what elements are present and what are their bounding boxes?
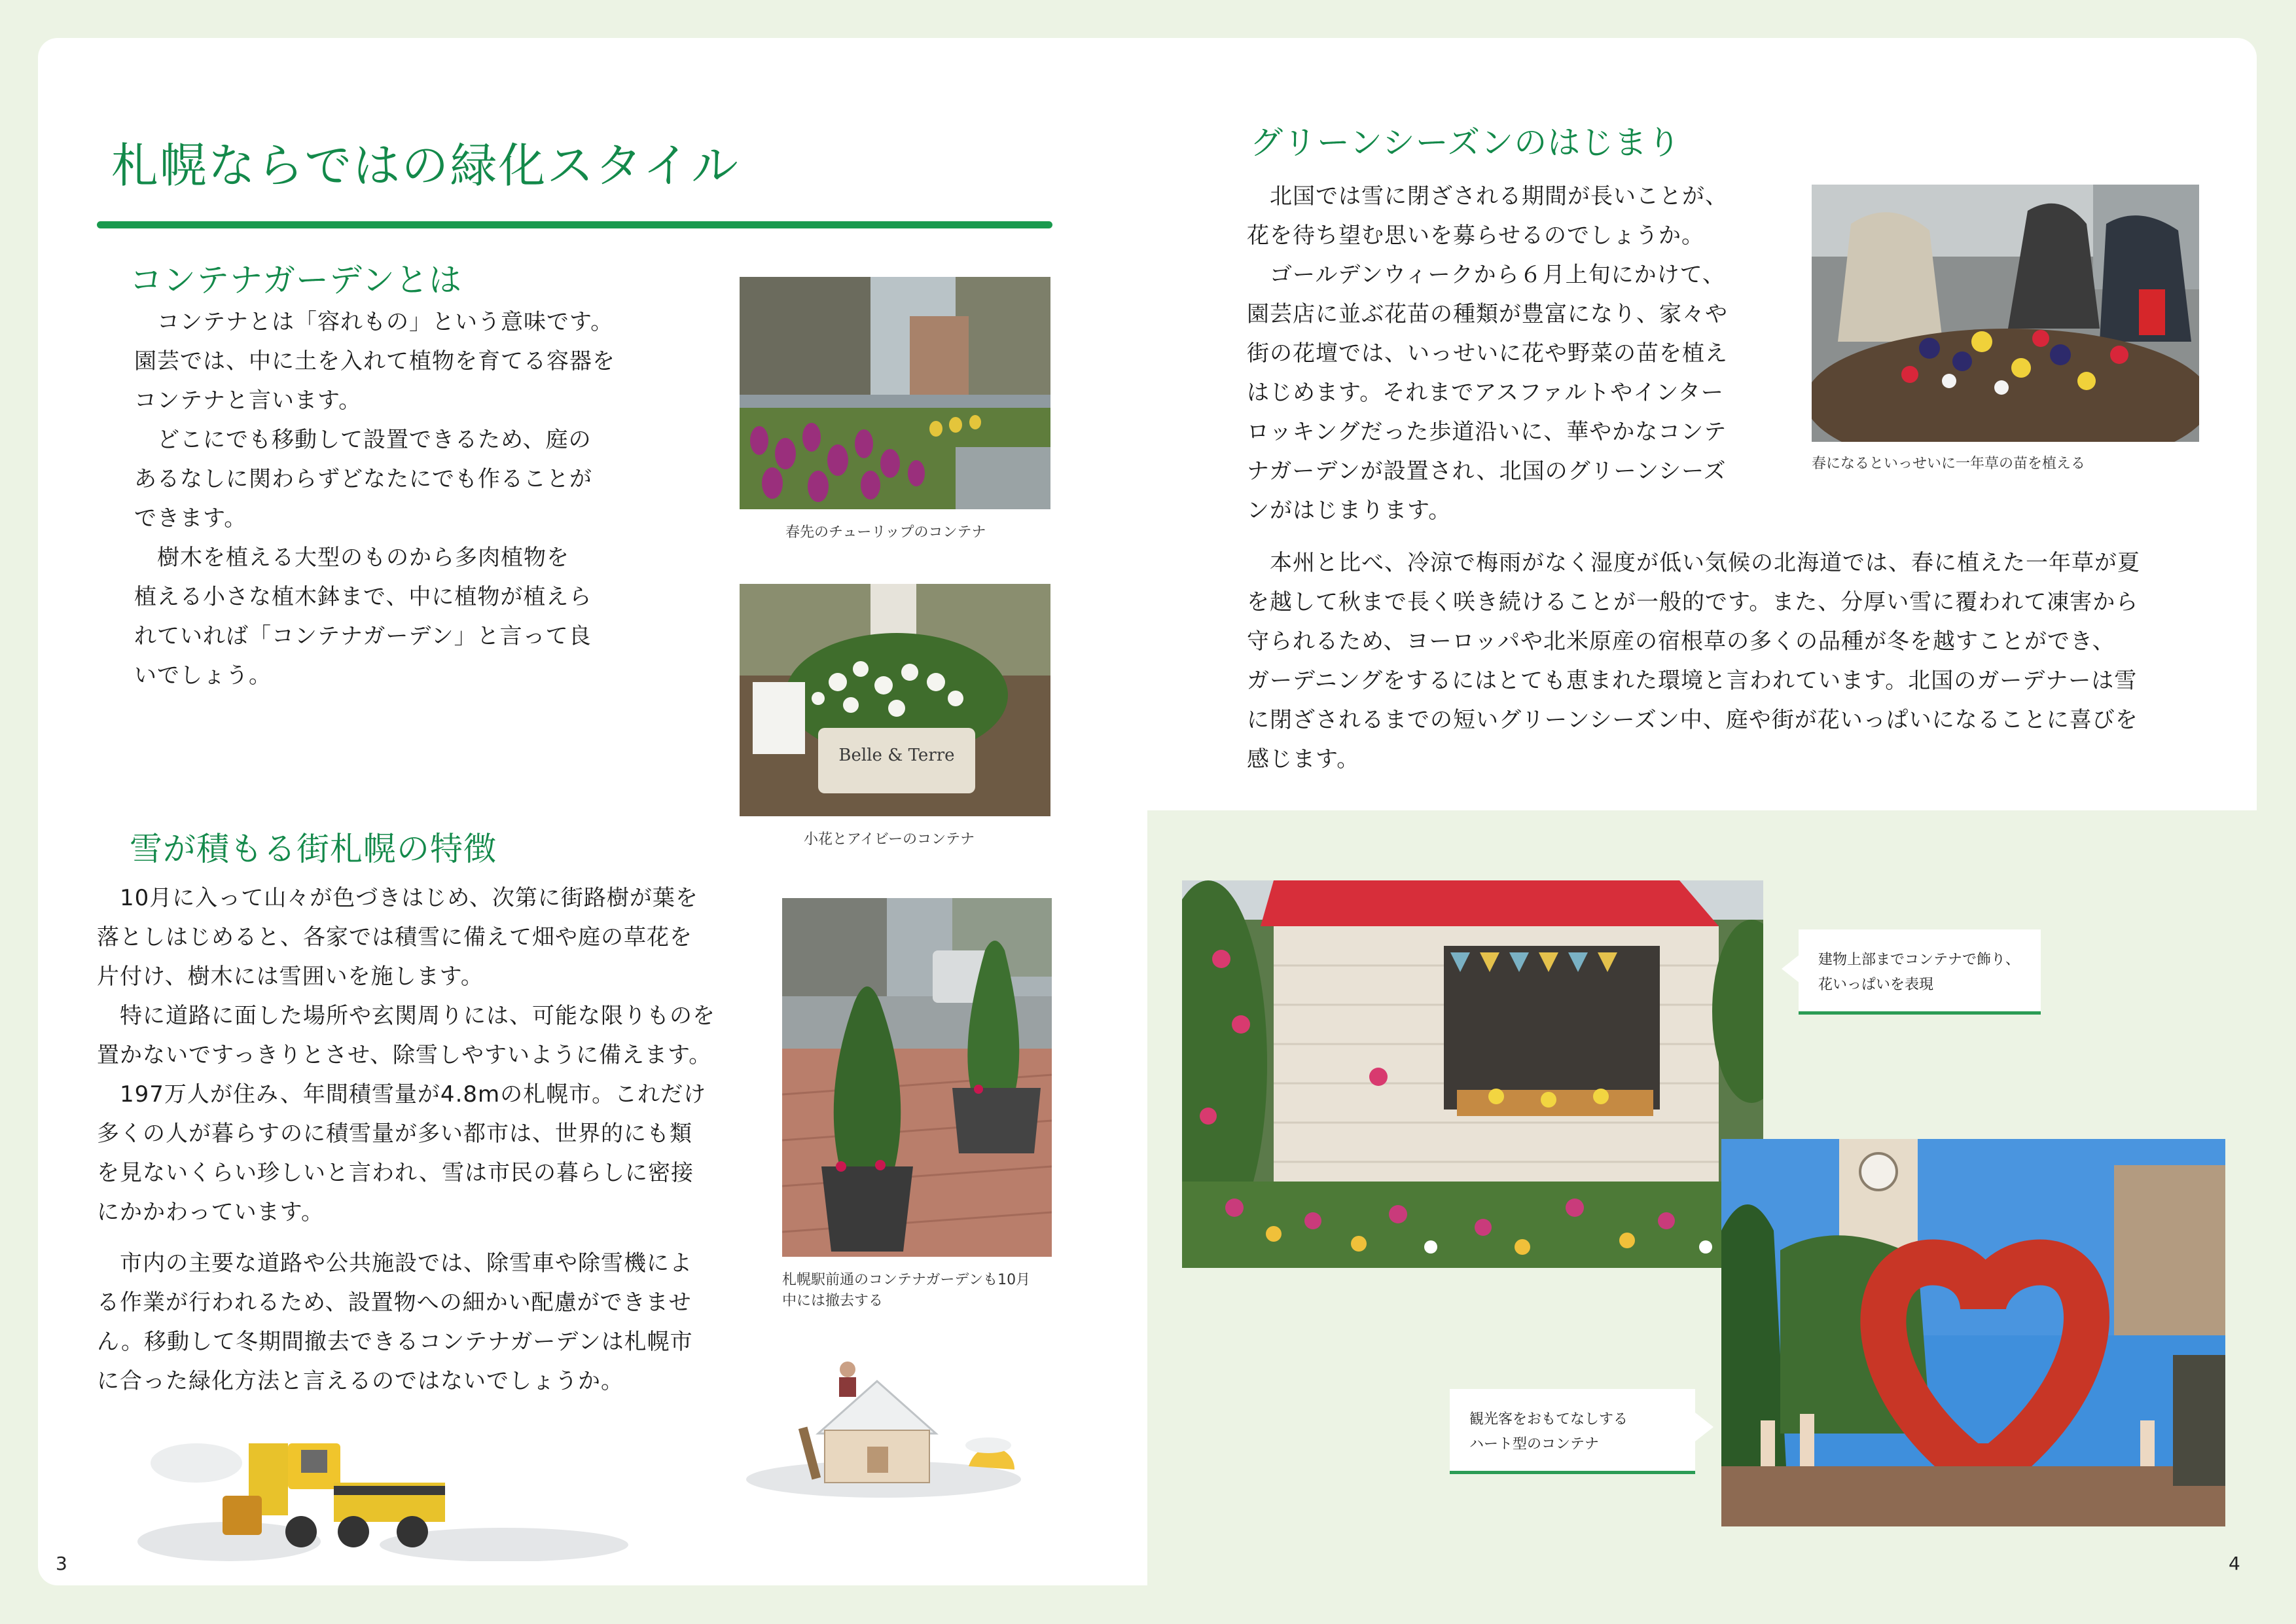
caption-line: 中には撤去する: [782, 1293, 884, 1309]
green-season-body-narrow: [1247, 177, 1797, 530]
text-line: 園芸店に並ぶ花苗の種類が豊富になり、家々や: [1247, 301, 1728, 327]
section1-body: [134, 302, 658, 695]
text-line: はじめます。それまでアスファルトやインター: [1247, 380, 1724, 406]
text-line: 街の花壇では、いっせいに花や野菜の苗を植え: [1247, 340, 1728, 367]
text-line: 植える小さな植木鉢まで、中に植物が植えら: [134, 584, 592, 610]
section-heading-green-season: グリーンシーズンのはじまり: [1250, 124, 1681, 162]
text-line: 樹木を植える大型のものから多肉植物を: [134, 545, 569, 571]
page-number-right: 4: [2229, 1553, 2240, 1574]
text-line: あるなしに関わらずどなたにでも作ることが: [134, 466, 592, 492]
text-line: を見ないくらい珍しいと言われ、雪は市民の暮らしに密接: [97, 1160, 694, 1186]
text-line: コンテナとは「容れもの」という意味です。: [134, 309, 614, 335]
text-line: 北国では雪に閉ざされる期間が長いことが、: [1247, 183, 1728, 209]
photo2-caption: 小花とアイビーのコンテナ: [804, 831, 975, 848]
text-line: 多くの人が暮らすのに積雪量が多い都市は、世界的にも類: [97, 1121, 692, 1147]
container-sign-text: Belle & Terre: [838, 746, 955, 765]
heart-container-photo: [1721, 1139, 2225, 1526]
section-heading-snow-city: 雪が積もる街札幌の特徴: [130, 830, 497, 868]
callout-line: 観光客をおもてなしする: [1469, 1411, 1628, 1428]
text-line: いでしょう。: [134, 662, 272, 689]
callout-pointer: [1782, 954, 1800, 983]
flower-shed-photo: [1182, 880, 1763, 1268]
text-line: 落としはじめると、各家では積雪に備えて畑や庭の草花を: [97, 924, 692, 950]
text-line: 守られるため、ヨーロッパや北米原産の宿根草の多くの品種が冬を越すことができ、: [1247, 628, 2115, 655]
text-line: 置かないですっきりとさせ、除雪しやすいように備えます。: [97, 1042, 712, 1068]
callout-shed-description: [1799, 929, 2041, 1015]
text-line: 10月に入って山々が色づきはじめ、次第に街路樹が葉を: [97, 885, 698, 911]
text-line: を越して秋まで長く咲き続けることが一般的です。また、分厚い雪に覆われて凍害から: [1247, 589, 2139, 615]
title-rule: [97, 221, 1052, 228]
text-line: にかかわっています。: [97, 1199, 324, 1225]
snowplow-illustration: [137, 1424, 628, 1561]
text-line: ガーデニングをするにはとても恵まれた環境と言われています。北国のガーデナーは雪: [1247, 668, 2138, 694]
page-number-left: 3: [56, 1553, 67, 1574]
ivy-container-photo: [740, 584, 1050, 816]
text-line: に閉ざされるまでの短いグリーンシーズン中、庭や街が花いっぱいになることに喜びを: [1247, 707, 2138, 733]
photo1-caption: 春先のチューリップのコンテナ: [785, 524, 986, 541]
photo3-caption: [782, 1270, 1030, 1312]
callout-pointer: [1695, 1413, 1713, 1441]
section-heading-container-garden: コンテナガーデンとは: [130, 261, 462, 299]
callout-line: 花いっぱいを表現: [1818, 977, 1934, 993]
section2-body: [97, 878, 764, 1401]
planting-seedlings-photo: [1812, 185, 2199, 442]
text-line: 本州と比べ、冷涼で梅雨がなく湿度が低い気候の北海道では、春に植えた一年草が夏: [1247, 550, 2140, 576]
text-line: 花を待ち望む思いを募らせるのでしょうか。: [1247, 223, 1704, 249]
callout-heart-description: [1450, 1389, 1695, 1474]
text-line: できます。: [134, 505, 247, 532]
text-line: る作業が行われるため、設置物への細かい配慮ができませ: [97, 1290, 692, 1316]
text-line: ロッキングだった歩道沿いに、華やかなコンテ: [1247, 419, 1727, 445]
text-line: 市内の主要な道路や公共施設では、除雪車や除雪機によ: [97, 1250, 692, 1276]
text-line: 園芸では、中に土を入れて植物を育てる容器を: [134, 348, 615, 374]
text-line: に合った緑化方法と言えるのではないでしょうか。: [97, 1368, 624, 1394]
callout-line: 建物上部までコンテナで飾り、: [1818, 952, 2020, 968]
street-conifer-container-photo: [782, 898, 1052, 1257]
text-line: ゴールデンウィークから６月上旬にかけて、: [1247, 262, 1725, 288]
caption-line: 札幌駅前通のコンテナガーデンも10月: [782, 1272, 1031, 1288]
text-line: どこにでも移動して設置できるため、庭の: [134, 427, 592, 453]
snow-house-illustration: [746, 1355, 1021, 1499]
callout-line: ハート型のコンテナ: [1469, 1436, 1600, 1453]
page-title: 札幌ならではの緑化スタイル: [111, 138, 740, 193]
text-line: ナガーデンが設置され、北国のグリーンシーズ: [1247, 458, 1727, 484]
text-line: 特に道路に面した場所や玄関周りには、可能な限りものを: [97, 1003, 715, 1029]
text-line: れていれば「コンテナガーデン」と言って良: [134, 623, 592, 649]
text-line: ん。移動して冬期間撤去できるコンテナガーデンは札幌市: [97, 1329, 693, 1355]
text-line: コンテナと言います。: [134, 388, 362, 414]
text-line: 197万人が住み、年間積雪量が4.8mの札幌市。これだけ: [97, 1081, 707, 1108]
planting-photo-caption: 春になるといっせいに一年草の苗を植える: [1812, 456, 2086, 472]
text-line: ンがはじまります。: [1247, 497, 1452, 524]
tulip-container-photo: [740, 277, 1050, 509]
text-line: 片付け、樹木には雪囲いを施します。: [97, 964, 484, 990]
green-season-body-wide: [1247, 543, 2202, 779]
text-line: 感じます。: [1247, 746, 1360, 772]
